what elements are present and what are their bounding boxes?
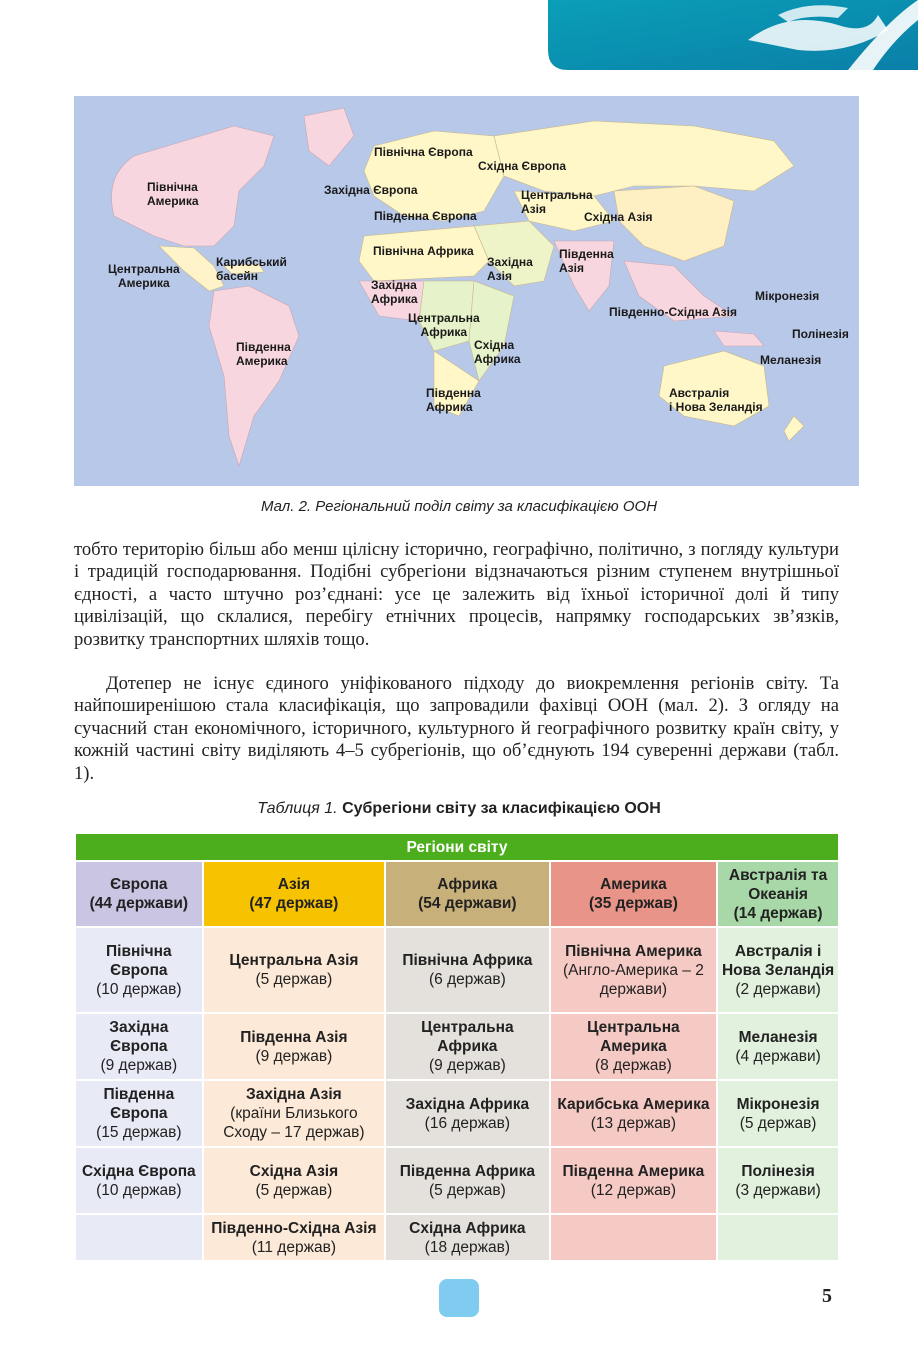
table-cell: Мікронезія (5 держав) xyxy=(717,1080,839,1147)
table-header-regions: Регіони світу xyxy=(75,833,839,861)
table-cell: Південно-Східна Азія (11 держав) xyxy=(203,1214,385,1261)
table-cell: Східна Азія (5 держав) xyxy=(203,1147,385,1214)
table-header-row xyxy=(75,861,839,927)
body-paragraph-1: тобто територію більш або менш цілісну історично, географічно, політично, з погляду культури і традицій господарювання. Подібні субрегіони відзначаються різним ступенем внутрішньої єдності, а часто штучно роз’єднані: усе це залежить від їхньої історичної долі й типу цивілізацій, що склалися, перебігу етнічних процесів, напрямку господарських зв’язків, розвитку транспортних шляхів тощо. xyxy=(74,539,839,650)
map-caption: Мал. 2. Регіональний поділ світу за класифікацією ООН xyxy=(260,498,658,515)
table-row xyxy=(75,1214,839,1261)
map-label-southern-africa: Південна Африка xyxy=(426,386,481,414)
table-cell: Південна Африка (5 держав) xyxy=(385,1147,550,1214)
map-label-north-africa: Північна Африка xyxy=(373,244,474,258)
map-label-west-asia: Західна Азія xyxy=(487,255,533,283)
table-row xyxy=(75,1147,839,1214)
table-row xyxy=(75,1080,839,1147)
map-label-east-africa: Східна Африка xyxy=(474,338,521,366)
table-cell: Центральна Азія (5 держав) xyxy=(203,927,385,1013)
table-cell-empty xyxy=(550,1214,718,1261)
map-label-eastern-europe: Східна Європа xyxy=(478,159,567,173)
map-label-melanesia: Меланезія xyxy=(760,353,822,367)
table-cell: Карибська Америка (13 держав) xyxy=(550,1080,718,1147)
map-label-southeast-asia: Південно-Східна Азія xyxy=(609,305,737,319)
map-label-south-america: Південна Америка xyxy=(236,340,291,368)
table-cell: Південна Європа (15 держав) xyxy=(75,1080,203,1147)
table-row xyxy=(75,1013,839,1080)
table-cell: Південна Азія (9 держав) xyxy=(203,1013,385,1080)
table-title xyxy=(0,800,918,818)
greenland-shape xyxy=(304,108,354,166)
south-america-shape xyxy=(209,286,299,466)
table-cell: Центральна Африка (9 держав) xyxy=(385,1013,550,1080)
page-badge xyxy=(439,1279,479,1317)
map-label-central-africa: Центральна Африка xyxy=(408,311,480,339)
table-cell: Західна Африка (16 держав) xyxy=(385,1080,550,1147)
map-label-central-asia: Центральна Азія xyxy=(521,188,593,216)
table-cell: Західна Європа (9 держав) xyxy=(75,1013,203,1080)
table-title-text: Субрегіони світу за класифікацією ООН xyxy=(342,800,661,817)
column-header-africa: Африка (54 держави) xyxy=(385,861,550,927)
map-label-micronesia: Мікронезія xyxy=(755,289,820,303)
map-label-southern-europe: Південна Європа xyxy=(374,209,477,223)
page-number: 5 xyxy=(822,1285,832,1307)
table-row xyxy=(75,927,839,1013)
table-cell: Північна Америка (Англо-Америка – 2 держави) xyxy=(550,927,718,1013)
column-header-oceania: Австралія та Океанія (14 держав) xyxy=(717,861,839,927)
new-guinea-shape xyxy=(714,331,764,346)
map-label-northern-europe: Північна Європа xyxy=(374,145,473,159)
map-label-north-america: Північна Америка xyxy=(147,180,199,208)
column-header-europe: Європа (44 держави) xyxy=(75,861,203,927)
table-cell: Меланезія (4 держави) xyxy=(717,1013,839,1080)
map-label-caribbean: Карибський басейн xyxy=(216,255,287,283)
map-label-east-asia: Східна Азія xyxy=(584,210,653,224)
table-cell: Північна Африка (6 держав) xyxy=(385,927,550,1013)
table-cell-empty xyxy=(75,1214,203,1261)
world-map xyxy=(74,96,859,486)
map-label-west-africa: Західна Африка xyxy=(371,278,418,306)
column-header-asia: Азія (47 держав) xyxy=(203,861,385,927)
table-cell: Австралія і Нова Зеландія (2 держави) xyxy=(717,927,839,1013)
table-cell: Західна Азія (країни Близького Сходу – 17 держав) xyxy=(203,1080,385,1147)
new-zealand-shape xyxy=(784,416,804,441)
table-cell: Полінезія (3 держави) xyxy=(717,1147,839,1214)
map-label-central-america: Центральна Америка xyxy=(108,262,180,290)
map-label-western-europe: Західна Європа xyxy=(324,183,418,197)
map-label-polynesia: Полінезія xyxy=(792,327,849,341)
map-label-australia-nz: Австралія і Нова Зеландія xyxy=(669,386,763,414)
table-cell-empty xyxy=(717,1214,839,1261)
table-cell: Південна Америка (12 держав) xyxy=(550,1147,718,1214)
table-cell: Північна Європа (10 держав) xyxy=(75,927,203,1013)
table-title-prefix: Таблиця 1. xyxy=(257,800,338,817)
header-corner-decoration xyxy=(548,0,918,70)
table-cell: Центральна Америка (8 держав) xyxy=(550,1013,718,1080)
table-cell: Східна Європа (10 держав) xyxy=(75,1147,203,1214)
table-cell: Східна Африка (18 держав) xyxy=(385,1214,550,1261)
map-label-south-asia: Південна Азія xyxy=(559,247,614,275)
subregions-table xyxy=(74,832,840,1262)
column-header-america: Америка (35 держав) xyxy=(550,861,718,927)
body-paragraph-2: Дотепер не існує єдиного уніфікованого підходу до виокремлення регіонів світу. Та найпоширенішою стала класифікація, що запровадили фахівці ООН (мал. 2). З огляду на сучасний стан економічного, історичного, культурного й географічного розвитку країн світу, у кожній частині світу виділяють 4–5 субрегіонів, що об’єднують 194 суверенні держави (табл. 1). xyxy=(74,673,839,784)
table-header-row-top xyxy=(75,833,839,861)
